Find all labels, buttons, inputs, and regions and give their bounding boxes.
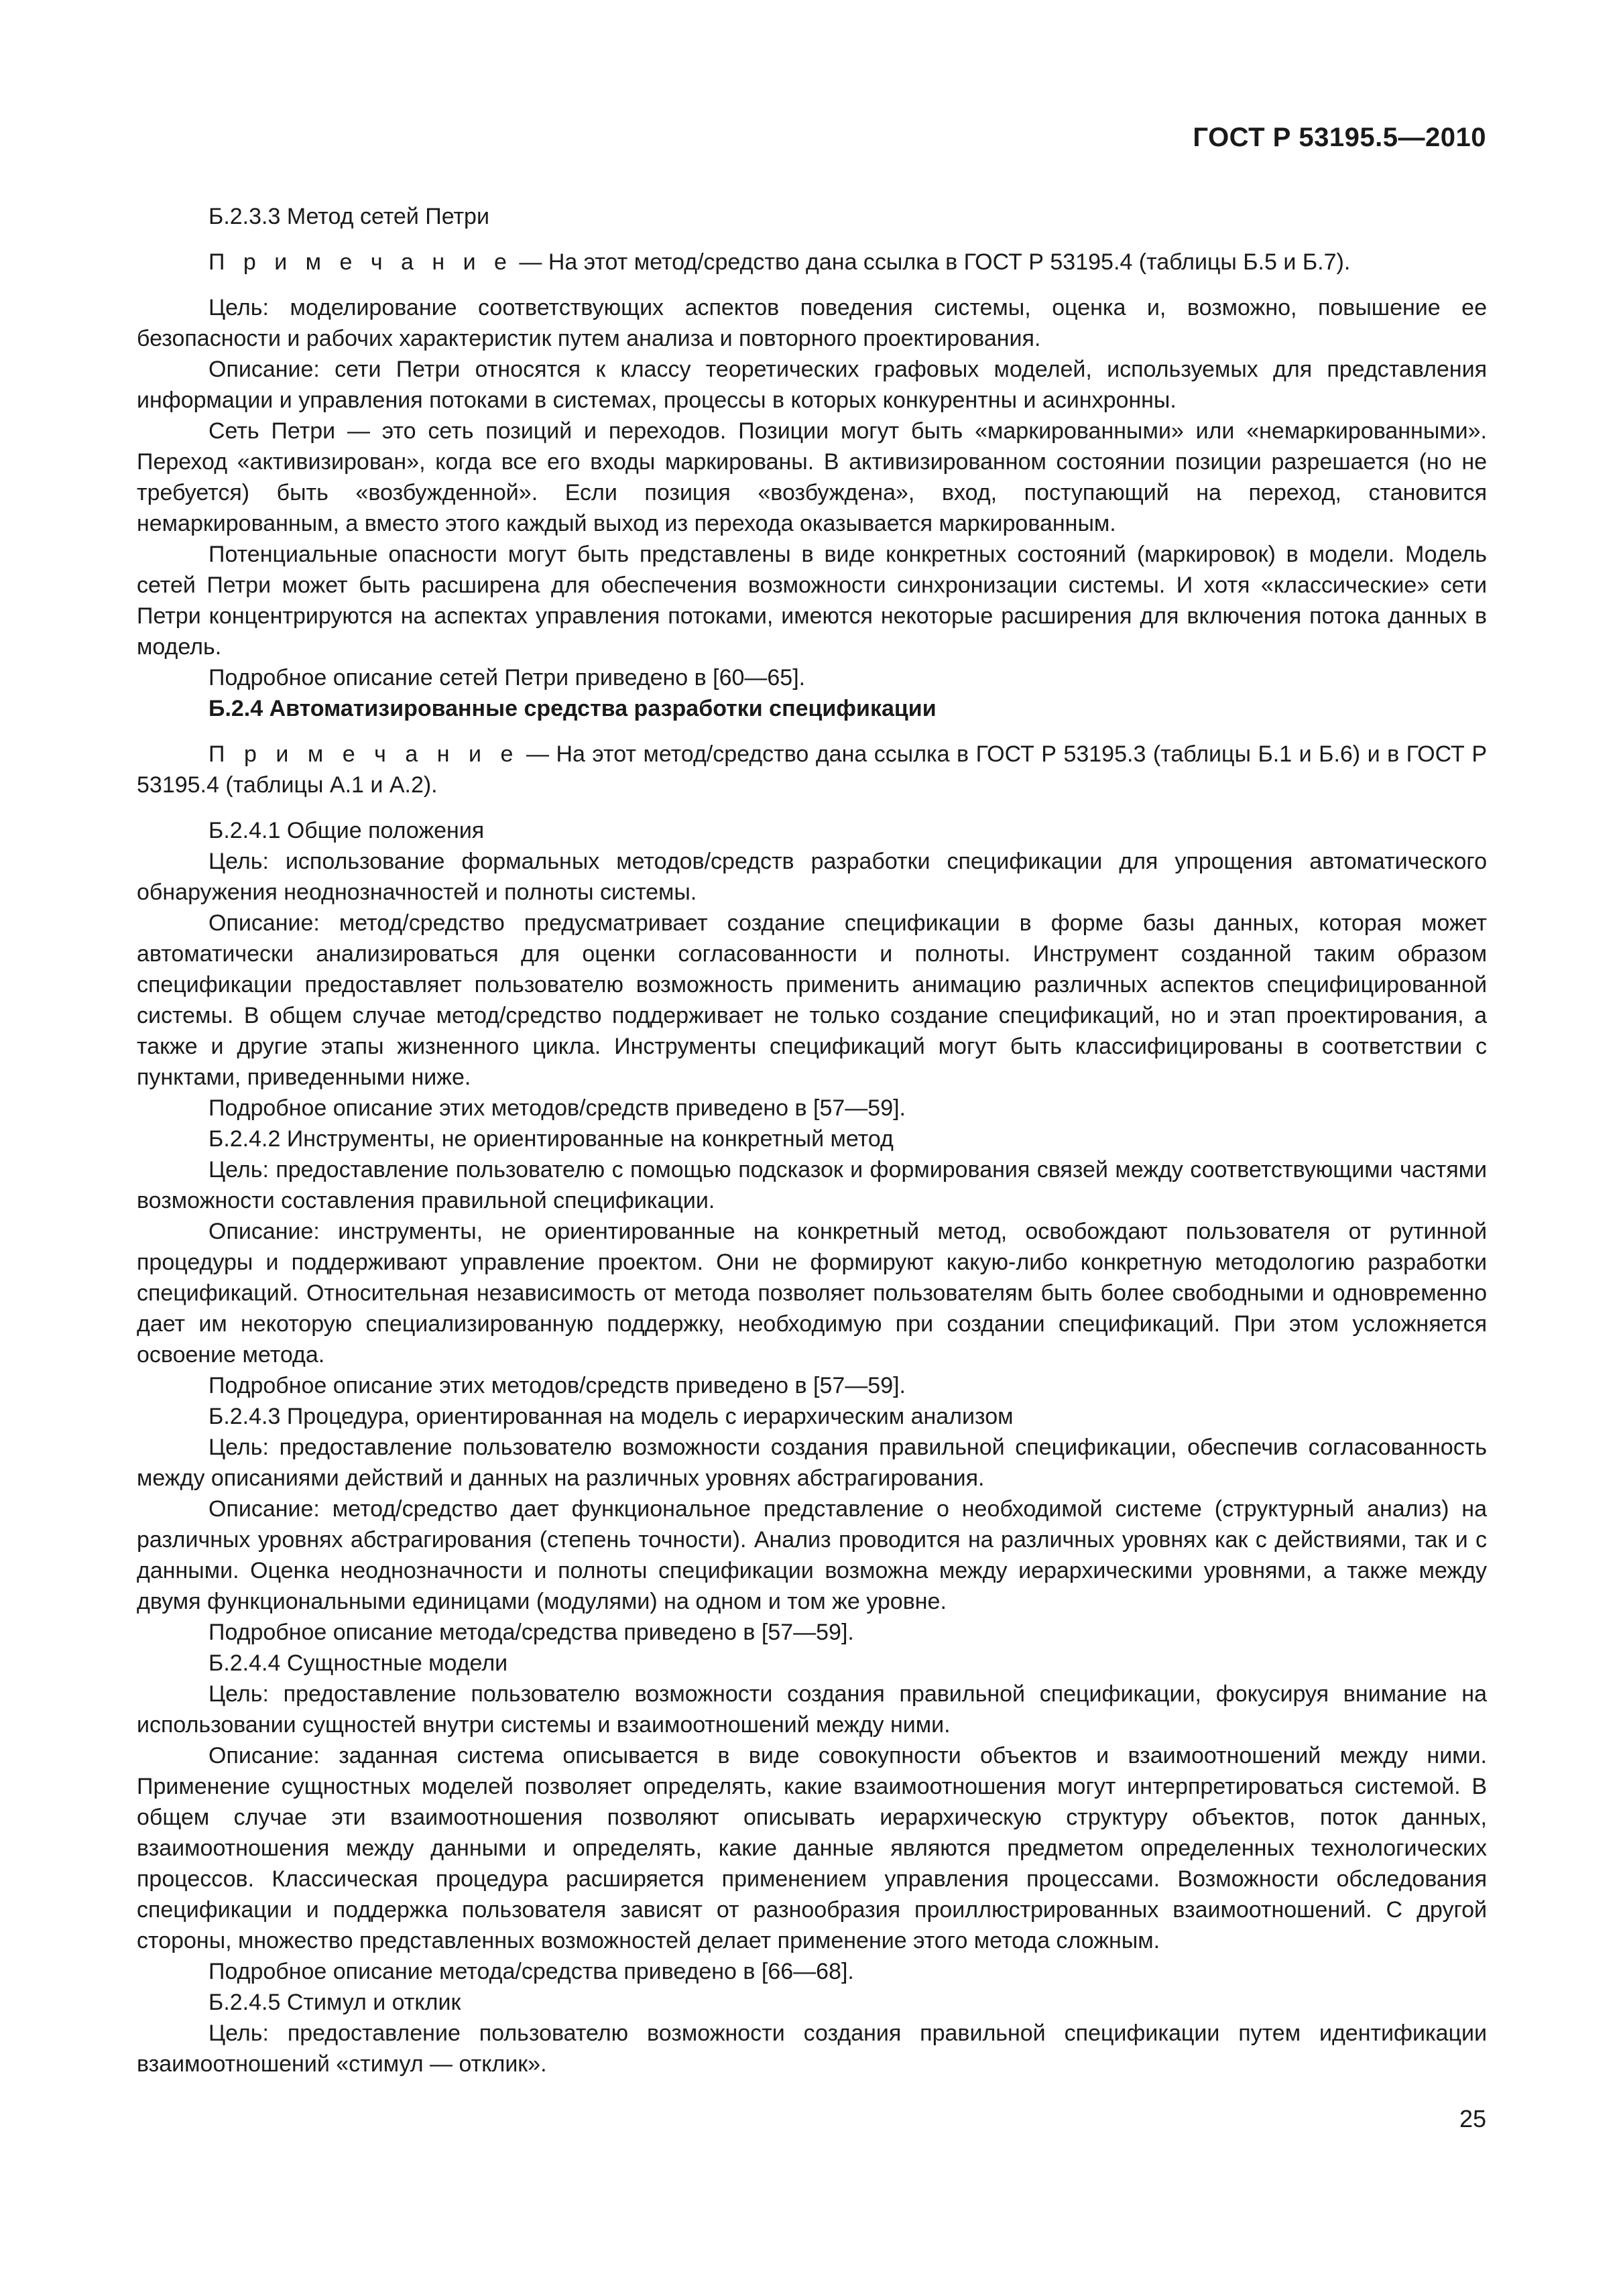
paragraph	[137, 1216, 1487, 1370]
paragraph-text: Б.2.4.1 Общие положения	[208, 818, 485, 843]
paragraph	[137, 247, 1487, 278]
paragraph	[137, 1987, 1487, 2018]
paragraph-text: Подробное описание этих методов/средств приведено в [57—59].	[208, 1095, 906, 1121]
page-number: 25	[1459, 2105, 1486, 2132]
paragraph	[137, 846, 1487, 908]
paragraph	[137, 1370, 1487, 1401]
paragraph-text: Цель: использование формальных методов/средств разработки спецификации для упрощения автоматического обнаружения неоднозначностей и полноты системы.	[137, 849, 1487, 905]
paragraph-text: Б.2.4.2 Инструменты, не ориентированные на конкретный метод	[208, 1126, 894, 1152]
note-label: П р и м е ч а н и е	[208, 741, 520, 767]
paragraph	[137, 1617, 1487, 1648]
paragraph-text: Б.2.4.3 Процедура, ориентированная на модель с иерархическим анализом	[208, 1404, 1014, 1429]
paragraph-text: Цель: предоставление пользователю возможности создания правильной спецификации путем идентификации взаимоотношений «стимул — отклик».	[137, 2020, 1487, 2077]
paragraph-text: Б.2.4.5 Стимул и отклик	[208, 1990, 461, 2015]
paragraph	[137, 1124, 1487, 1154]
paragraph-text: — На этот метод/средство дана ссылка в ГОСТ Р 53195.4 (таблицы Б.5 и Б.7).	[512, 249, 1351, 275]
paragraph	[137, 908, 1487, 1093]
document-body	[137, 201, 1487, 2079]
paragraph-text: Цель: предоставление пользователю с помощью подсказок и формирования связей между соответствующими частями возможности составления правильной спецификации.	[137, 1157, 1487, 1213]
note-label: П р и м е ч а н и е	[208, 249, 513, 275]
paragraph	[137, 1494, 1487, 1617]
paragraph	[137, 815, 1487, 846]
paragraph	[137, 739, 1487, 800]
paragraph	[137, 1648, 1487, 1679]
paragraph-text: — На этот метод/средство дана ссылка в ГОСТ Р 53195.3 (таблицы Б.1 и Б.6) и в ГОСТ Р 53195.4 (таблицы А.1 и А.2).	[137, 741, 1488, 798]
paragraph	[137, 201, 1487, 232]
paragraph	[137, 354, 1487, 416]
paragraph	[137, 1401, 1487, 1432]
paragraph-text: Описание: метод/средство дает функциональное представление о необходимой системе (структурный анализ) на различных уровнях абстрагирования (степень точности). Анализ проводится на различных уровнях как с действиями, так и с данными. Оценка неоднозначности и полноты спецификации возможна между иерархическими уровнями, а также между двумя функциональными единицами (модулями) на одном и том же уровне.	[137, 1496, 1487, 1614]
section-heading	[137, 693, 1487, 724]
paragraph-text: Цель: моделирование соответствующих аспектов поведения системы, оценка и, возможно, повышение ее безопасности и рабочих характеристик путем анализа и повторного проектирования.	[137, 295, 1487, 351]
paragraph-text: Описание: сети Петри относятся к классу теоретических графовых моделей, используемых для представления информации и управления потоками в системах, процессы в которых конкурентны и асинхронны.	[137, 357, 1487, 413]
paragraph	[137, 416, 1487, 539]
paragraph-text: Потенциальные опасности могут быть представлены в виде конкретных состояний (маркировок) в модели. Модель сетей Петри может быть расширена для обеспечения возможности синхронизации системы. И хотя «классические» сети Петри концентрируются на аспектах управления потоками, имеются некоторые расширения для включения потока данных в модель.	[137, 542, 1487, 660]
paragraph-text: Описание: заданная система описывается в виде совокупности объектов и взаимоотношений между ними. Применение сущностных моделей позволяет определять, какие взаимоотношения могут интерпретироваться системой. В общем случае эти взаимоотношения позволяют описывать иерархическую структуру объектов, поток данных, взаимоотношения между данными и определять, какие данные являются предметом определенных технологических процессов. Классическая процедура расширяется применением управления процессами. Возможности обследования спецификации и поддержка пользователя зависят от разнообразия проиллюстрированных взаимоотношений. С другой стороны, множество представленных возможностей делает применение этого метода сложным.	[137, 1743, 1487, 1953]
paragraph	[137, 1956, 1487, 1987]
paragraph-text: Цель: предоставление пользователю возможности создания правильной спецификации, фокусируя внимание на использовании сущностей внутри системы и взаимоотношений между ними.	[137, 1681, 1487, 1738]
paragraph	[137, 292, 1487, 354]
paragraph-text: Б.2.3.3 Метод сетей Петри	[208, 204, 489, 229]
paragraph	[137, 662, 1487, 693]
paragraph	[137, 1679, 1487, 1740]
paragraph-text: Описание: инструменты, не ориентированные на конкретный метод, освобождают пользователя от рутинной процедуры и поддерживают управление проектом. Они не формируют какую-либо конкретную методологию разработки спецификаций. Относительная независимость от метода позволяет пользователям быть более свободными и одновременно дает им некоторую специализированную поддержку, необходимую при создании спецификаций. При этом усложняется освоение метода.	[137, 1219, 1487, 1368]
paragraph	[137, 539, 1487, 662]
paragraph-text: Цель: предоставление пользователю возможности создания правильной спецификации, обеспечив согласованность между описаниями действий и данных на различных уровнях абстрагирования.	[137, 1435, 1487, 1491]
paragraph-text: Описание: метод/средство предусматривает создание спецификации в форме базы данных, которая может автоматически анализироваться для оценки согласованности и полноты. Инструмент созданной таким образом спецификации предоставляет пользователю возможность применить анимацию различных аспектов специфицированной системы. В общем случае метод/средство поддерживает не только создание спецификаций, но и этап проектирования, а также и другие этапы жизненного цикла. Инструменты спецификаций могут быть классифицированы в соответствии с пунктами, приведенными ниже.	[137, 910, 1487, 1090]
paragraph-text: Сеть Петри — это сеть позиций и переходов. Позиции могут быть «маркированными» или «немаркированными». Переход «активизирован», когда все его входы маркированы. В активизированном состоянии позиции разрешается (но не требуется) быть «возбужденной». Если позиция «возбуждена», вход, поступающий на переход, становится немаркированным, а вместо этого каждый выход из перехода оказывается маркированным.	[137, 418, 1487, 536]
standard-header: ГОСТ Р 53195.5—2010	[1193, 123, 1486, 152]
paragraph	[137, 1154, 1487, 1216]
paragraph-text: Подробное описание сетей Петри приведено в [60—65].	[208, 665, 806, 690]
paragraph-text: Подробное описание метода/средства приведено в [57—59].	[208, 1620, 854, 1645]
paragraph	[137, 1740, 1487, 1956]
paragraph-text: Подробное описание этих методов/средств приведено в [57—59].	[208, 1373, 906, 1398]
paragraph	[137, 1093, 1487, 1124]
paragraph	[137, 1432, 1487, 1494]
paragraph-text: Б.2.4 Автоматизированные средства разработки спецификации	[208, 696, 937, 721]
paragraph	[137, 2018, 1487, 2079]
paragraph-text: Подробное описание метода/средства приведено в [66—68].	[208, 1959, 854, 1984]
paragraph-text: Б.2.4.4 Сущностные модели	[208, 1650, 508, 1676]
